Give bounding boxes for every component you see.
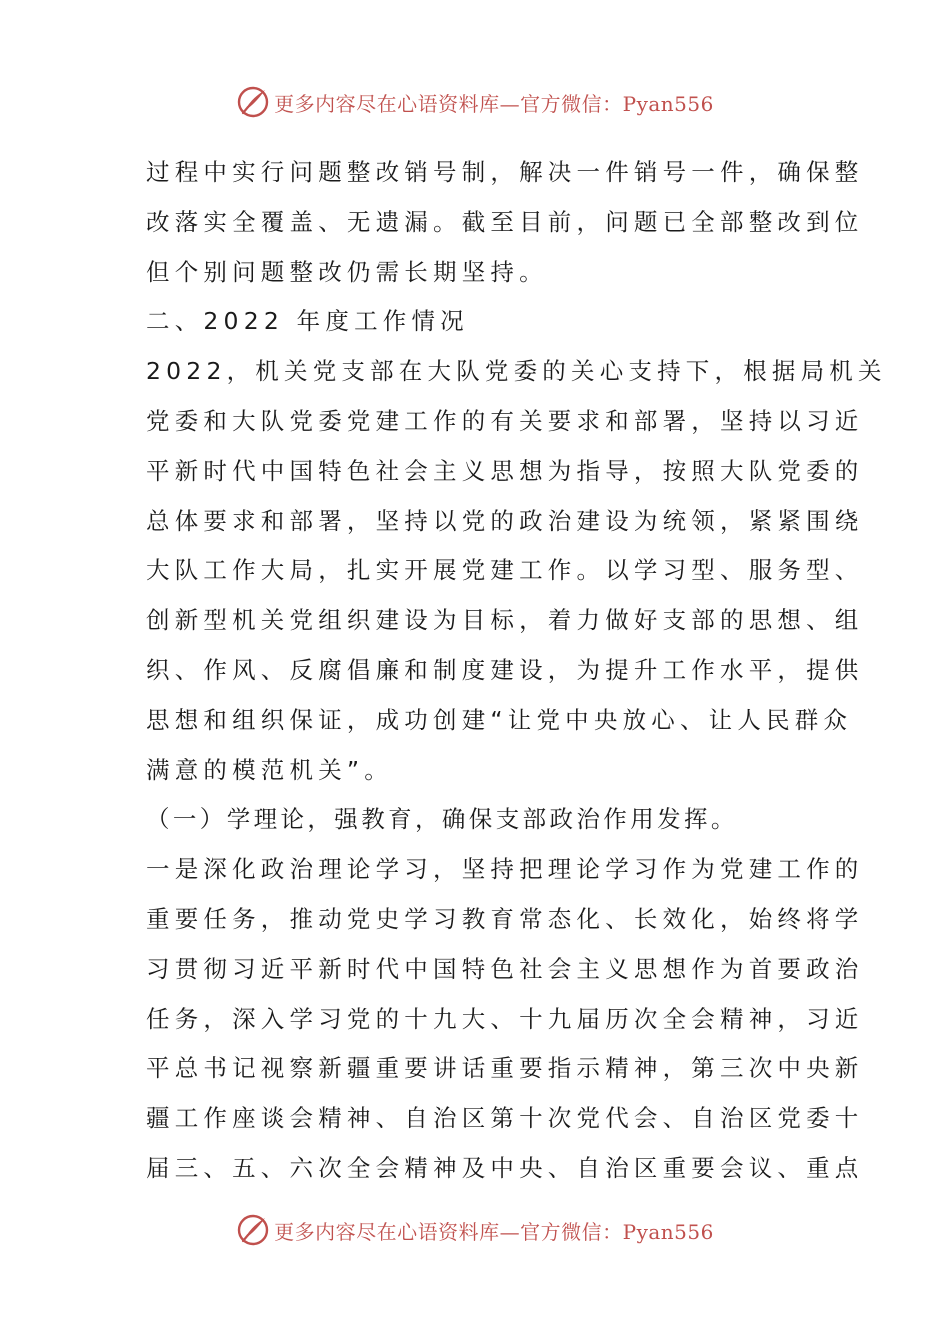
body-line: 但个别问题整改仍需长期坚持。 — [146, 257, 548, 286]
watermark-text: 更多内容尽在心语资料库—官方微信：Pyan556 — [274, 91, 714, 116]
body-line: 织、作风、反腐倡廉和制度建设，为提升工作水平，提供 — [146, 655, 864, 684]
body-line: 创新型机关党组织建设为目标，着力做好支部的思想、组 — [146, 606, 864, 635]
body-line: 过程中实行问题整改销号制，解决一件销号一件，确保整 — [146, 158, 864, 186]
body-line: 平总书记视察新疆重要讲话重要指示精神，第三次中央新 — [146, 1054, 864, 1083]
watermark-banner-top — [0, 82, 950, 122]
body-line: 党委和大队党委党建工作的有关要求和部署，坚持以习近 — [146, 406, 864, 435]
body-line: 满意的模范机关”。 — [146, 755, 393, 784]
watermark-banner-bottom — [0, 1210, 950, 1250]
body-line: 一是深化政治理论学习，坚持把理论学习作为党建工作的 — [146, 855, 864, 884]
document-body — [146, 148, 887, 1194]
body-line: 大队工作大局，扎实开展党建工作。以学习型、服务型、 — [146, 556, 864, 585]
body-line: 思想和组织保证，成功创建“让党中央放心、让人民群众 — [146, 705, 853, 734]
body-line: 届三、五、六次全会精神及中央、自治区重要会议、重点 — [146, 1153, 864, 1182]
body-line: 平新时代中国特色社会主义思想为指导，按照大队党委的 — [146, 456, 864, 485]
watermark-text: 更多内容尽在心语资料库—官方微信：Pyan556 — [274, 1219, 714, 1244]
section-heading: 二、2022 年度工作情况 — [146, 307, 469, 336]
body-line: 疆工作座谈会精神、自治区第十次党代会、自治区党委十 — [146, 1104, 864, 1133]
quill-logo-icon — [236, 85, 270, 119]
body-line: 总体要求和部署，坚持以党的政治建设为统领，紧紧围绕 — [146, 506, 864, 535]
subsection-heading: （一）学理论，强教育，确保支部政治作用发挥。 — [146, 805, 738, 834]
body-line: 重要任务，推动党史学习教育常态化、长效化，始终将学 — [146, 904, 864, 933]
quill-logo-icon — [236, 1213, 270, 1247]
body-line: 习贯彻习近平新时代中国特色社会主义思想作为首要政治 — [146, 954, 864, 983]
body-line: 任务，深入学习党的十九大、十九届历次全会精神，习近 — [146, 1004, 864, 1033]
body-line: 改落实全覆盖、无遗漏。截至目前，问题已全部整改到位 — [146, 207, 864, 236]
body-line: 2022，机关党支部在大队党委的关心支持下，根据局机关 — [146, 357, 887, 386]
